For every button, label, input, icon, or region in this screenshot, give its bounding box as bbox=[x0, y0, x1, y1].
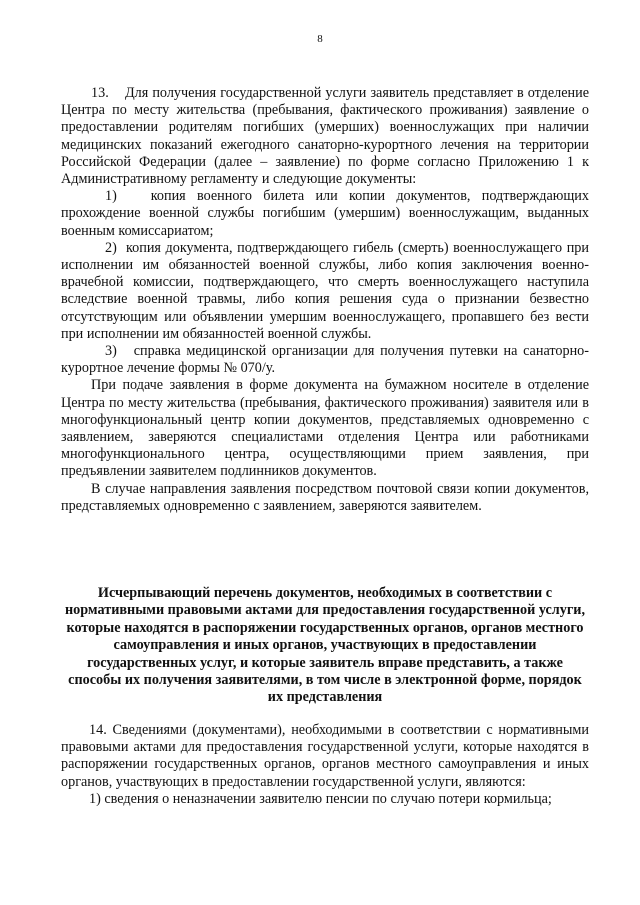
section-14 bbox=[61, 722, 589, 808]
paragraph-14-intro: 14. Сведениями (документами), необходимыми в соответствии с нормативными правовыми актами для предоставления государственной услуги, которые находятся в распоряжении государственных органов, органов местного самоуправления и иных органов, участвующих в предоставлении государственной услуги, являются: bbox=[61, 722, 589, 790]
list-item-14-1: 1) сведения о неназначении заявителю пенсии по случаю потери кормильца; bbox=[89, 790, 552, 807]
paragraph-postal-submission: В случае направления заявления посредством почтовой связи копии документов, представляемых одновременно с заявлением, заверяются заявителем. bbox=[61, 480, 589, 514]
list-item-3: 3) справка медицинской организации для получения путевки на санаторно-курортное лечение формы № 070/у. bbox=[61, 343, 589, 377]
page-number: 8 bbox=[317, 33, 323, 45]
section-heading bbox=[61, 585, 589, 707]
list-item-1: 1) копия военного билета или копии документов, подтверждающих прохождение военной службы погибшим (умершим) военнослужащим, выданных военным комиссариатом; bbox=[61, 188, 589, 239]
section-heading-text: Исчерпывающий перечень документов, необходимых в соответствии с нормативными правовыми актами для предоставления государственной услуги, которые находятся в распоряжении государственных органов, органов местного самоуправления и иных органов, участвующих в предоставлении государственных услуг, и которые заявитель вправе представить, а также способы их получения заявителями, в том числе в электронной форме, порядок их представления bbox=[64, 585, 585, 706]
section-13 bbox=[61, 85, 589, 515]
list-item-2: 2) копия документа, подтверждающего гибель (смерть) военнослужащего при исполнении им обязанностей военной службы, либо копия заключения военно-врачебной комиссии, подтверждающего, что смерть военнослужащего наступила вследствие военной травмы, либо копия решения суда о признании безвестно отсутствующим или объявлении умершим военнослужащего, пропавшего без вести при исполнении им обязанностей военной службы. bbox=[61, 239, 589, 342]
paragraph-13-intro: 13. Для получения государственной услуги заявитель представляет в отделение Центра по месту жительства (пребывания, фактического проживания) заявление о предоставлении родителям погибших (умерших) военнослужащих при наличии медицинских показаний ежегодного санаторно-курортного лечения на территории Российской Федерации (далее – заявление) по форме согласно Приложению 1 к Административному регламенту и следующие документы: bbox=[61, 85, 589, 188]
paragraph-paper-submission: При подаче заявления в форме документа на бумажном носителе в отделение Центра по месту жительства (пребывания, фактического проживания) заявителя или в многофункциональный центр копии документов, представляемых одновременно с заявлением, заверяются специалистами отделения Центра или работниками многофункционального центра, осуществляющими прием заявления, при предъявлении заявителем подлинников документов. bbox=[61, 377, 589, 480]
